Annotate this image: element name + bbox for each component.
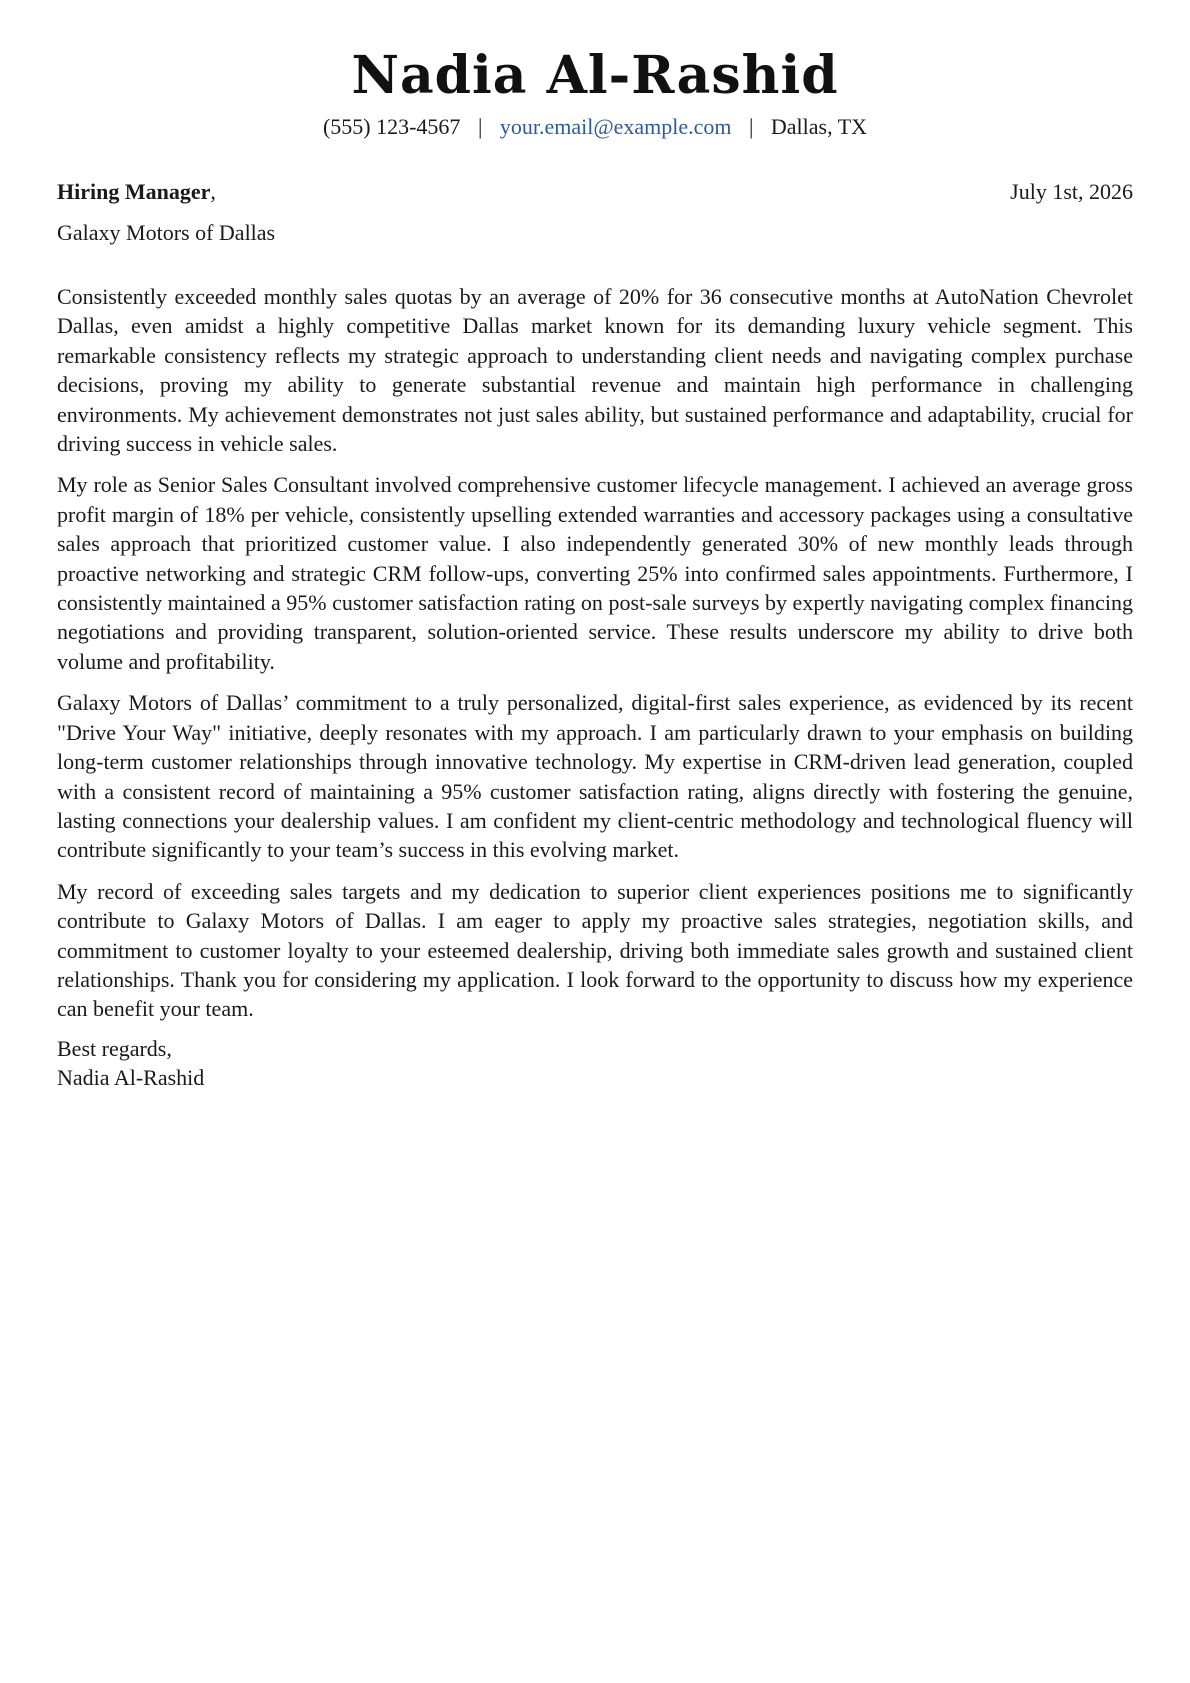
contact-separator: |	[748, 114, 754, 139]
applicant-name: Nadia Al-Rashid	[351, 45, 839, 106]
recipient-greeting	[57, 177, 216, 207]
valediction: Best regards,	[57, 1036, 172, 1061]
recipient-title-suffix: ,	[210, 179, 216, 204]
signature-name: Nadia Al-Rashid	[57, 1065, 205, 1090]
letter-closing	[57, 1034, 204, 1092]
body-paragraph: My record of exceeding sales targets and my dedication to superior client experiences positions me to significantly contribute to Galaxy Motors of Dallas. I am eager to apply my proactive sales strategies, negotiation skills, and commitment to customer loyalty to your esteemed dealership, driving both immediate sales growth and sustained client relationships. Thank you for considering my application. I look forward to the opportunity to discuss how my experience can benefit your team.	[57, 878, 1133, 1022]
recipient-company: Galaxy Motors of Dallas	[57, 220, 276, 245]
contact-separator: |	[477, 114, 483, 139]
recipient-title: Hiring Manager	[57, 179, 211, 204]
email-link[interactable]: your.email@example.com	[499, 114, 732, 139]
contact-line	[57, 112, 1133, 142]
body-paragraph: Galaxy Motors of Dallas’ commitment to a truly personalized, digital-first sales experience, as evidenced by its recent "Drive Your Way" initiative, deeply resonates with my approach. I am particularly drawn to your emphasis on building long-term customer relationships through innovative technology. My expertise in CRM-driven lead generation, coupled with a consistent record of maintaining a 95% customer satisfaction rating, aligns directly with fostering the genuine, lasting connections your dealership values. I am confident my client-centric methodology and technological fluency will contribute significantly to your team’s success in this evolving market.	[57, 690, 1133, 863]
letter-date: July 1st, 2026	[1010, 179, 1133, 204]
body-paragraph: My role as Senior Sales Consultant involved comprehensive customer lifecycle management. I achieved an average gross profit margin of 18% per vehicle, consistently upselling extended warranties and accessory packages using a consultative sales approach that prioritized customer value. I also independently generated 30% of new monthly leads through proactive networking and strategic CRM follow-ups, converting 25% into confirmed sales appointments. Furthermore, I consistently maintained a 95% customer satisfaction rating on post-sale surveys by expertly navigating complex financing negotiations and providing transparent, solution-oriented service. These results underscore my ability to drive both volume and profitability.	[57, 472, 1133, 674]
letter-body	[57, 282, 1133, 1036]
body-paragraph: Consistently exceeded monthly sales quotas by an average of 20% for 36 consecutive months at AutoNation Chevrolet Dallas, even amidst a highly competitive Dallas market known for its demanding luxury vehicle segment. This remarkable consistency reflects my strategic approach to understanding client needs and navigating complex purchase decisions, proving my ability to generate substantial revenue and maintain high performance in challenging environments. My achievement demonstrates not just sales ability, but sustained performance and adaptability, crucial for driving success in vehicle sales.	[57, 284, 1133, 457]
location: Dallas, TX	[770, 114, 868, 139]
phone-number: (555) 123-4567	[322, 114, 461, 139]
